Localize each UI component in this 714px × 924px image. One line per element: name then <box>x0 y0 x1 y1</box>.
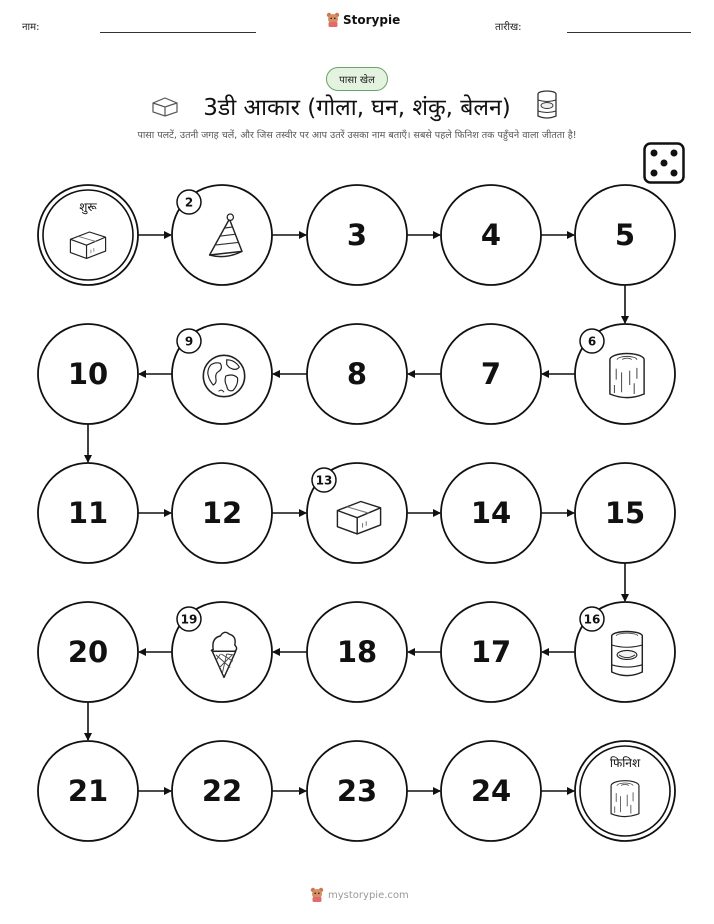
board-space-23[interactable] <box>307 741 407 841</box>
board-space-13[interactable] <box>307 463 407 563</box>
game-type-badge: पासा खेल <box>326 67 388 91</box>
space-number: 16 <box>583 612 601 627</box>
board-space-9[interactable] <box>172 324 272 424</box>
board-space-16[interactable] <box>575 602 675 702</box>
board-space-1[interactable] <box>38 185 138 285</box>
space-number: 13 <box>315 473 333 488</box>
board-space-24[interactable] <box>441 741 541 841</box>
space-number: 5 <box>614 218 636 252</box>
page-title: 3डी आकार (गोला, घन, शंकु, बेलन) <box>203 95 511 121</box>
board-space-4[interactable] <box>441 185 541 285</box>
space-number: 11 <box>67 496 109 530</box>
space-number: 4 <box>480 218 502 252</box>
space-number: 23 <box>336 774 378 808</box>
log-icon <box>610 354 644 398</box>
board-space-21[interactable] <box>38 741 138 841</box>
footer <box>310 887 409 903</box>
board-space-8[interactable] <box>307 324 407 424</box>
space-number: 19 <box>180 612 198 627</box>
space-number: 15 <box>604 496 646 530</box>
space-number: 18 <box>336 635 378 669</box>
board-space-19[interactable] <box>172 602 272 702</box>
space-number: 20 <box>67 635 109 669</box>
board-space-15[interactable] <box>575 463 675 563</box>
finish-label: फिनिश <box>609 756 641 770</box>
space-number: 24 <box>470 774 512 808</box>
board-space-12[interactable] <box>172 463 272 563</box>
start-label: शुरू <box>79 200 97 214</box>
instructions: पासा पलटें, उतनी जगह चलें, और जिस तस्वीर पर आप उतरें उसका नाम बताएँ। सबसे पहले फिनिश तक पहुँचने वाला जीतता है! <box>137 130 577 141</box>
board-space-14[interactable] <box>441 463 541 563</box>
space-number: 8 <box>346 357 368 391</box>
board-space-3[interactable] <box>307 185 407 285</box>
space-number: 7 <box>480 357 502 391</box>
space-number: 12 <box>201 496 243 530</box>
board-space-7[interactable] <box>441 324 541 424</box>
board-space-20[interactable] <box>38 602 138 702</box>
log-icon <box>611 781 639 817</box>
space-number: 14 <box>470 496 512 530</box>
board-space-10[interactable] <box>38 324 138 424</box>
board-space-22[interactable] <box>172 741 272 841</box>
board-space-25[interactable] <box>575 741 675 841</box>
footer-url: mystorypie.com <box>328 889 409 901</box>
space-number: 3 <box>346 218 368 252</box>
board-space-6[interactable] <box>575 324 675 424</box>
space-number: 6 <box>587 334 597 349</box>
board-space-11[interactable] <box>38 463 138 563</box>
globe-icon <box>203 355 244 396</box>
board-space-5[interactable] <box>575 185 675 285</box>
space-number: 2 <box>184 195 194 210</box>
space-number: 21 <box>67 774 109 808</box>
space-number: 10 <box>67 357 109 391</box>
board-space-17[interactable] <box>441 602 541 702</box>
date-label: तारीख: <box>495 22 522 33</box>
board-space-18[interactable] <box>307 602 407 702</box>
board-space-2[interactable] <box>172 185 272 285</box>
name-label: नाम: <box>22 22 40 33</box>
space-number: 17 <box>470 635 512 669</box>
brand-name: Storypie <box>343 13 401 27</box>
bear-logo-icon <box>310 887 324 903</box>
space-number: 9 <box>184 334 194 349</box>
can-icon <box>612 632 643 676</box>
space-number: 22 <box>201 774 243 808</box>
